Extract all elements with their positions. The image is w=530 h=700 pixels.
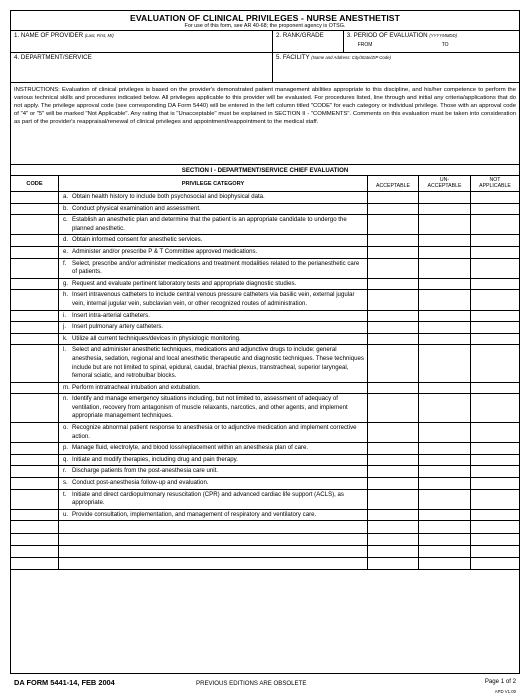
privilege-row — [11, 215, 519, 235]
blank-row — [11, 521, 519, 533]
unacceptable-cell[interactable] — [419, 279, 471, 290]
not-applicable-cell[interactable] — [471, 290, 519, 309]
privilege-letter: i. — [63, 311, 67, 319]
privilege-text-cell — [59, 423, 368, 442]
period-label: 3. PERIOD OF EVALUATION — [346, 32, 428, 39]
period-from-label: FROM — [357, 42, 373, 48]
acceptable-cell[interactable] — [368, 443, 419, 454]
privilege-row — [11, 455, 519, 467]
privilege-letter: a. — [63, 193, 69, 200]
privilege-letter: j. — [63, 323, 67, 331]
table-header — [11, 176, 519, 192]
form-version: APD V1.00 — [494, 689, 516, 694]
unacceptable-cell[interactable] — [419, 235, 471, 246]
privilege-text-cell[interactable] — [59, 546, 368, 557]
not-applicable-cell[interactable] — [471, 478, 519, 489]
not-applicable-cell[interactable] — [471, 558, 519, 569]
privilege-text: Establish an anesthetic plan and determine that the patient is an appropriate candidate to undergo the planned anesthetic. — [72, 216, 347, 232]
col-header-code: CODE — [11, 176, 59, 191]
acceptable-cell[interactable] — [368, 546, 419, 557]
privilege-text-cell — [59, 334, 368, 345]
unacceptable-cell[interactable] — [419, 311, 471, 322]
department-field[interactable] — [11, 53, 273, 82]
rank-grade-label: 2. RANK/GRADE — [275, 32, 324, 39]
privilege-letter: b. — [63, 204, 69, 212]
acceptable-cell[interactable] — [368, 383, 419, 394]
unacceptable-cell[interactable] — [419, 215, 471, 234]
privilege-text: Perform intratracheal intubation and extubation. — [72, 383, 201, 391]
not-applicable-cell[interactable] — [471, 345, 519, 381]
privilege-letter: r. — [63, 467, 67, 475]
not-applicable-cell[interactable] — [471, 455, 519, 466]
privilege-text: Administer and/or prescribe P & T Committee approved medications. — [72, 247, 258, 255]
code-cell[interactable] — [11, 558, 59, 569]
not-applicable-cell[interactable] — [471, 490, 519, 509]
privilege-letter: l. — [63, 346, 67, 354]
unacceptable-cell[interactable] — [419, 510, 471, 521]
privilege-text-cell[interactable] — [59, 534, 368, 545]
acceptable-cell[interactable] — [368, 510, 419, 521]
privilege-letter: e. — [63, 247, 69, 255]
facility-label: 5. FACILITY — [275, 54, 310, 61]
not-applicable-cell[interactable] — [471, 311, 519, 322]
privilege-text: Identify and manage emergency situations including, but not limited to, assessment of adequacy of ventilation, recovery from antagonism of muscle relaxants, narcotics, and other agents, and implement appropriate management techniques. — [72, 395, 348, 420]
privilege-row — [11, 443, 519, 455]
blank-row — [11, 558, 519, 570]
page-number: Page 1 of 2 — [484, 678, 516, 685]
form-sheet — [10, 10, 520, 674]
code-cell[interactable] — [11, 455, 59, 466]
privilege-letter: h. — [63, 291, 69, 299]
privilege-letter: c. — [63, 216, 68, 224]
unacceptable-cell[interactable] — [419, 443, 471, 454]
unacceptable-cell[interactable] — [419, 490, 471, 509]
privilege-letter: n. — [63, 395, 69, 403]
privilege-row — [11, 311, 519, 323]
code-cell[interactable] — [11, 247, 59, 258]
privilege-text: Insert pulmonary artery catheters. — [72, 323, 164, 331]
form-footer — [10, 675, 520, 699]
unacceptable-cell[interactable] — [419, 322, 471, 333]
acceptable-cell[interactable] — [368, 334, 419, 345]
privilege-letter: s. — [63, 479, 68, 487]
acceptable-cell[interactable] — [368, 423, 419, 442]
privilege-row — [11, 192, 519, 204]
privilege-row — [11, 235, 519, 247]
instructions-text: INSTRUCTIONS: Evaluation of clinical privileges is based on the provider's demonstrated patient management abilities appropriate to this discipline, and his/her competence to perform the various technical skills and procedures indicated below. All privileges applicable to this provider will be evaluated. For procedures listed, line through and initial any criteria/applications that do not apply. The privilege approval code (see corresponding DA Form 5440) will be entered in the left column titled "CODE" for each category or individual privilege. Those with an approval code of "4" or "5" will be marked "Not Applicable". Any rating that is "Unacceptable" must be explained in SECTION II - "COMMENTS". Comments on this evaluation must be taken into consideration as part of the provider's reappraisal/renewal of clinical privileges and appointment/reappointment to the medical staff. — [11, 83, 519, 165]
privilege-row — [11, 394, 519, 423]
evaluation-period-field[interactable] — [344, 31, 519, 52]
privilege-text-cell — [59, 247, 368, 258]
privilege-text-cell — [59, 455, 368, 466]
privilege-letter: m. — [63, 383, 70, 391]
col-header-not-applicable — [471, 176, 519, 191]
privilege-letter: k. — [63, 334, 68, 342]
col-header-unacceptable-line2: ACCEPTABLE — [427, 183, 462, 189]
not-applicable-cell[interactable] — [471, 192, 519, 203]
privilege-letter: o. — [63, 424, 69, 432]
unacceptable-cell[interactable] — [419, 247, 471, 258]
not-applicable-cell[interactable] — [471, 215, 519, 234]
not-applicable-cell[interactable] — [471, 383, 519, 394]
acceptable-cell[interactable] — [368, 490, 419, 509]
privilege-row — [11, 279, 519, 291]
privilege-text-cell — [59, 466, 368, 477]
privilege-row — [11, 423, 519, 443]
not-applicable-cell[interactable] — [471, 279, 519, 290]
code-cell[interactable] — [11, 478, 59, 489]
code-cell[interactable] — [11, 322, 59, 333]
not-applicable-cell[interactable] — [471, 247, 519, 258]
privilege-letter: t. — [63, 490, 67, 498]
code-cell[interactable] — [11, 546, 59, 557]
not-applicable-cell[interactable] — [471, 466, 519, 477]
unacceptable-cell[interactable] — [419, 345, 471, 381]
privilege-row — [11, 345, 519, 382]
unacceptable-cell[interactable] — [419, 455, 471, 466]
acceptable-cell[interactable] — [368, 394, 419, 422]
unacceptable-cell[interactable] — [419, 466, 471, 477]
code-cell[interactable] — [11, 290, 59, 309]
privilege-text: Insert intra-arterial catheters. — [72, 311, 150, 319]
privilege-row — [11, 490, 519, 510]
not-applicable-cell[interactable] — [471, 259, 519, 278]
code-cell[interactable] — [11, 259, 59, 278]
privilege-text: Manage fluid, electrolyte, and blood loss/replacement within an anesthesia plan of care. — [72, 444, 309, 452]
department-label: 4. DEPARTMENT/SERVICE — [14, 54, 92, 61]
privilege-text: Select, prescribe and/or administer medications and treatment modalities related to the perianesthetic care of patients. — [72, 259, 360, 276]
unacceptable-cell[interactable] — [419, 259, 471, 278]
unacceptable-cell[interactable] — [419, 204, 471, 215]
privilege-text: Initiate and modify therapies, including drug and pain therapy. — [72, 455, 238, 463]
code-cell[interactable] — [11, 192, 59, 203]
privilege-text: Request and evaluate pertinent laboratory tests and appropriate diagnostic studies. — [72, 279, 297, 287]
privilege-text: Insert intravenous catheters to include central venous pressure catheters via basilic vein, external jugular vein, internal jugular vein, subclavian vein, or other recognized routes of administration. — [72, 291, 355, 307]
period-to-label: TO — [441, 42, 449, 48]
col-header-na-line1: NOT — [489, 177, 501, 183]
acceptable-cell[interactable] — [368, 558, 419, 569]
privilege-text: Recognize abnormal patient response to anesthesia or to adjunctive medication and implement corrective action. — [72, 424, 357, 440]
code-cell[interactable] — [11, 423, 59, 442]
acceptable-cell[interactable] — [368, 259, 419, 278]
not-applicable-cell[interactable] — [471, 322, 519, 333]
privilege-row — [11, 322, 519, 334]
privilege-text-cell — [59, 215, 368, 234]
code-cell[interactable] — [11, 383, 59, 394]
privilege-text-cell — [59, 510, 368, 521]
privilege-text-cell — [59, 345, 368, 381]
privilege-letter: u. — [63, 510, 69, 518]
col-header-category: PRIVILEGE CATEGORY — [59, 176, 368, 191]
code-cell[interactable] — [11, 311, 59, 322]
privilege-row — [11, 259, 519, 279]
previous-editions-note: PREVIOUS EDITIONS ARE OBSOLETE — [196, 680, 307, 687]
acceptable-cell[interactable] — [368, 311, 419, 322]
privilege-text-cell — [59, 383, 368, 394]
not-applicable-cell[interactable] — [471, 510, 519, 521]
acceptable-cell[interactable] — [368, 290, 419, 309]
unacceptable-cell[interactable] — [419, 394, 471, 422]
not-applicable-cell[interactable] — [471, 394, 519, 422]
acceptable-cell[interactable] — [368, 204, 419, 215]
privilege-row — [11, 478, 519, 490]
acceptable-cell[interactable] — [368, 455, 419, 466]
acceptable-cell[interactable] — [368, 534, 419, 545]
acceptable-cell[interactable] — [368, 279, 419, 290]
department-row — [11, 53, 519, 83]
code-cell[interactable] — [11, 521, 59, 532]
acceptable-cell[interactable] — [368, 215, 419, 234]
unacceptable-cell[interactable] — [419, 546, 471, 557]
privilege-text: Conduct post-anesthesia follow-up and evaluation. — [72, 479, 209, 487]
not-applicable-cell[interactable] — [471, 204, 519, 215]
provider-row — [11, 31, 519, 53]
privilege-text: Obtain informed consent for anesthetic services. — [72, 236, 203, 244]
form-title: EVALUATION OF CLINICAL PRIVILEGES - NURSE ANESTHETIST — [130, 13, 400, 23]
code-cell[interactable] — [11, 466, 59, 477]
privilege-row — [11, 383, 519, 395]
privilege-letter: q. — [63, 455, 69, 463]
privilege-text-cell — [59, 192, 368, 203]
privilege-text-cell — [59, 478, 368, 489]
unacceptable-cell[interactable] — [419, 521, 471, 532]
privilege-letter: g. — [63, 279, 69, 287]
code-cell[interactable] — [11, 345, 59, 381]
privilege-text-cell — [59, 290, 368, 309]
privilege-letter: p. — [63, 444, 69, 452]
not-applicable-cell[interactable] — [471, 534, 519, 545]
form-number: DA FORM 5441-14, FEB 2004 — [14, 678, 115, 687]
privilege-text: Utilize all current techniques/devices in physiologic monitoring. — [72, 334, 241, 342]
unacceptable-cell[interactable] — [419, 558, 471, 569]
col-header-na-line2: APPLICABLE — [479, 183, 511, 189]
col-header-acceptable: ACCEPTABLE — [368, 176, 419, 191]
facility-field[interactable] — [273, 53, 519, 82]
privilege-text-cell — [59, 204, 368, 215]
privilege-row — [11, 334, 519, 346]
privilege-text: Obtain health history to include both psychosocial and biophysical data. — [72, 193, 265, 200]
code-cell[interactable] — [11, 490, 59, 509]
privilege-text: Conduct physical examination and assessment. — [72, 204, 201, 212]
unacceptable-cell[interactable] — [419, 423, 471, 442]
privilege-text: Provide consultation, implementation, and management of respiratory and ventilatory care. — [72, 510, 317, 518]
acceptable-cell[interactable] — [368, 521, 419, 532]
privilege-row — [11, 290, 519, 310]
unacceptable-cell[interactable] — [419, 534, 471, 545]
form-header — [11, 11, 519, 31]
blank-row — [11, 534, 519, 546]
code-cell[interactable] — [11, 394, 59, 422]
not-applicable-cell[interactable] — [471, 423, 519, 442]
privilege-text-cell — [59, 279, 368, 290]
not-applicable-cell[interactable] — [471, 334, 519, 345]
unacceptable-cell[interactable] — [419, 478, 471, 489]
code-cell[interactable] — [11, 443, 59, 454]
privilege-letter: f. — [63, 259, 67, 267]
unacceptable-cell[interactable] — [419, 334, 471, 345]
privilege-text-cell — [59, 259, 368, 278]
acceptable-cell[interactable] — [368, 466, 419, 477]
col-header-unacceptable-line1: UN- — [439, 177, 450, 183]
code-cell[interactable] — [11, 534, 59, 545]
privilege-text-cell[interactable] — [59, 521, 368, 532]
code-cell[interactable] — [11, 510, 59, 521]
privilege-row — [11, 510, 519, 522]
privilege-list — [11, 192, 519, 570]
acceptable-cell[interactable] — [368, 345, 419, 381]
form-subtitle: For use of this form, see AR 40-68; the proponent agency is OTSG. — [184, 23, 346, 29]
code-cell[interactable] — [11, 279, 59, 290]
provider-name-field[interactable] — [11, 31, 273, 52]
col-header-unacceptable — [419, 176, 471, 191]
rank-grade-field[interactable] — [273, 31, 344, 52]
privilege-row — [11, 204, 519, 216]
code-cell[interactable] — [11, 235, 59, 246]
privilege-text-cell — [59, 311, 368, 322]
section-title: SECTION I - DEPARTMENT/SERVICE CHIEF EVALUATION — [11, 165, 519, 176]
privilege-letter: d. — [63, 236, 69, 244]
acceptable-cell[interactable] — [368, 235, 419, 246]
unacceptable-cell[interactable] — [419, 192, 471, 203]
code-cell[interactable] — [11, 204, 59, 215]
privilege-text: Discharge patients from the post-anesthesia care unit. — [72, 467, 218, 475]
privilege-text-cell — [59, 490, 368, 509]
privilege-text-cell — [59, 235, 368, 246]
privilege-text-cell — [59, 322, 368, 333]
unacceptable-cell[interactable] — [419, 383, 471, 394]
code-cell[interactable] — [11, 334, 59, 345]
blank-row — [11, 546, 519, 558]
not-applicable-cell[interactable] — [471, 443, 519, 454]
privilege-text-cell — [59, 443, 368, 454]
facility-hint: (Name and Address: City/State/ZIP Code) — [311, 55, 391, 60]
not-applicable-cell[interactable] — [471, 521, 519, 532]
privilege-text: Initiate and direct cardiopulmonary resuscitation (CPR) and advanced cardiac life support (ACLS), as appropriate. — [72, 490, 344, 507]
privilege-text-cell — [59, 394, 368, 422]
period-hint: (YYYYMMDD) — [429, 33, 458, 38]
acceptable-cell[interactable] — [368, 192, 419, 203]
privilege-text-cell[interactable] — [59, 558, 368, 569]
not-applicable-cell[interactable] — [471, 235, 519, 246]
privilege-row — [11, 466, 519, 478]
acceptable-cell[interactable] — [368, 247, 419, 258]
privilege-row — [11, 247, 519, 259]
code-cell[interactable] — [11, 215, 59, 234]
unacceptable-cell[interactable] — [419, 290, 471, 309]
not-applicable-cell[interactable] — [471, 546, 519, 557]
provider-name-label: 1. NAME OF PROVIDER — [14, 32, 84, 39]
acceptable-cell[interactable] — [368, 322, 419, 333]
privilege-text: Select and administer anesthetic techniques, medications and adjunctive drugs to include: general anesthesia, sedation, regional and local anesthetic therapeutic and diagnostic techniques. These techniques include but are not limited to spinal, epidural, caudal, brachial plexus, transtracheal, superior laryngeal, femoral sciatic, and retrobulbar blocks. — [72, 346, 364, 380]
provider-name-hint: (Last, First, MI) — [84, 33, 114, 38]
acceptable-cell[interactable] — [368, 478, 419, 489]
